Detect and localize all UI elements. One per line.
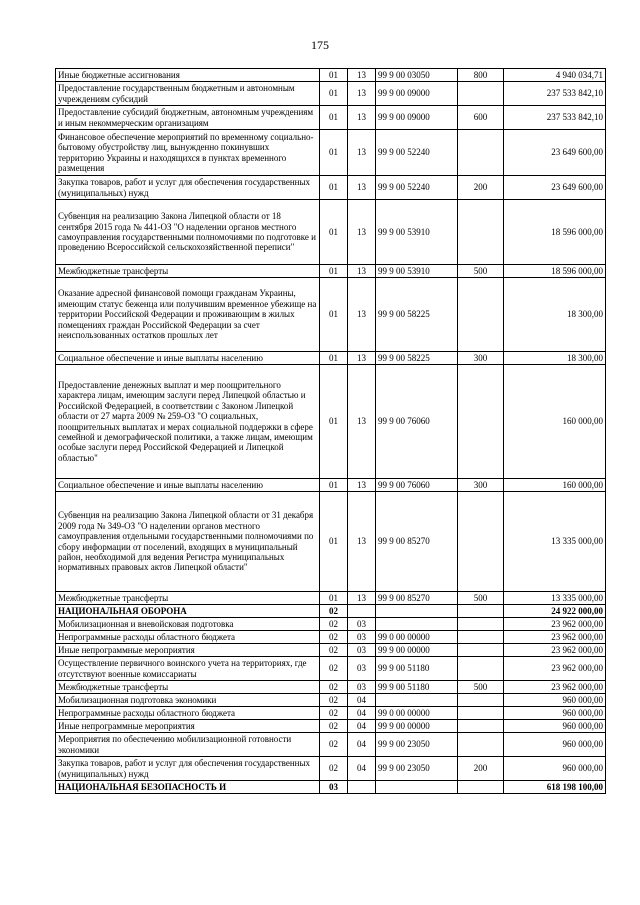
section-code-cell: 02 — [320, 733, 348, 757]
expense-name-cell: Предоставление государственным бюджетным и автономным учреждениям субсидий — [56, 82, 320, 106]
target-article-code-cell: 99 9 00 09000 — [376, 106, 458, 130]
target-article-code-cell — [376, 694, 458, 707]
expense-type-code-cell — [458, 631, 504, 644]
expense-name-cell: Закупка товаров, работ и услуг для обеспечения государственных (муниципальных) нужд — [56, 757, 320, 781]
target-article-code-cell: 99 0 00 00000 — [376, 707, 458, 720]
expense-type-code-cell: 600 — [458, 106, 504, 130]
expense-type-code-cell — [458, 694, 504, 707]
target-article-code-cell: 99 9 00 53910 — [376, 265, 458, 278]
amount-cell: 23 962 000,00 — [504, 631, 606, 644]
subsection-code-cell: 13 — [348, 479, 376, 492]
subsection-code-cell: 04 — [348, 733, 376, 757]
section-code-cell: 01 — [320, 265, 348, 278]
section-code-cell: 02 — [320, 720, 348, 733]
subsection-code-cell: 03 — [348, 644, 376, 657]
expense-name-cell: Непрограммные расходы областного бюджета — [56, 631, 320, 644]
amount-cell: 23 649 600,00 — [504, 176, 606, 200]
target-article-code-cell: 99 9 00 53910 — [376, 200, 458, 265]
expense-type-code-cell — [458, 781, 504, 794]
amount-cell: 23 962 000,00 — [504, 657, 606, 681]
amount-cell: 960 000,00 — [504, 707, 606, 720]
amount-cell: 13 335 000,00 — [504, 592, 606, 605]
target-article-code-cell: 99 9 00 00000 — [376, 644, 458, 657]
expense-type-code-cell — [458, 657, 504, 681]
expense-type-code-cell — [458, 492, 504, 592]
expense-name-cell: Социальное обеспечение и иные выплаты населению — [56, 352, 320, 365]
section-code-cell: 01 — [320, 106, 348, 130]
subsection-code-cell: 13 — [348, 265, 376, 278]
table-row — [56, 605, 606, 618]
amount-cell: 960 000,00 — [504, 720, 606, 733]
expense-name-cell: Социальное обеспечение и иные выплаты населению — [56, 479, 320, 492]
amount-cell: 618 198 100,00 — [504, 781, 606, 794]
expense-name-cell: Мобилизационная подготовка экономики — [56, 694, 320, 707]
target-article-code-cell: 99 9 00 85270 — [376, 492, 458, 592]
target-article-code-cell: 99 9 00 03050 — [376, 69, 458, 82]
amount-cell: 23 962 000,00 — [504, 618, 606, 631]
subsection-code-cell: 04 — [348, 757, 376, 781]
section-code-cell: 02 — [320, 618, 348, 631]
target-article-code-cell: 99 9 00 52240 — [376, 130, 458, 176]
section-code-cell: 02 — [320, 605, 348, 618]
table-row — [56, 69, 606, 82]
table-row — [56, 757, 606, 781]
target-article-code-cell — [376, 618, 458, 631]
section-code-cell: 01 — [320, 200, 348, 265]
section-code-cell: 01 — [320, 176, 348, 200]
subsection-code-cell: 13 — [348, 130, 376, 176]
target-article-code-cell: 99 9 00 51180 — [376, 657, 458, 681]
budget-table-body — [56, 69, 606, 794]
subsection-code-cell: 03 — [348, 657, 376, 681]
amount-cell: 18 596 000,00 — [504, 200, 606, 265]
expense-type-code-cell: 500 — [458, 681, 504, 694]
subsection-code-cell: 13 — [348, 82, 376, 106]
target-article-code-cell: 99 9 00 51180 — [376, 681, 458, 694]
table-row — [56, 707, 606, 720]
target-article-code-cell: 99 9 00 76060 — [376, 479, 458, 492]
section-code-cell: 02 — [320, 644, 348, 657]
amount-cell: 18 300,00 — [504, 278, 606, 352]
amount-cell: 160 000,00 — [504, 479, 606, 492]
amount-cell: 960 000,00 — [504, 757, 606, 781]
expense-type-code-cell — [458, 605, 504, 618]
table-row — [56, 720, 606, 733]
section-code-cell: 01 — [320, 69, 348, 82]
section-code-cell: 02 — [320, 707, 348, 720]
subsection-code-cell: 13 — [348, 352, 376, 365]
expense-name-cell: Закупка товаров, работ и услуг для обеспечения государственных (муниципальных) нужд — [56, 176, 320, 200]
table-row — [56, 681, 606, 694]
target-article-code-cell: 99 9 00 76060 — [376, 365, 458, 479]
target-article-code-cell: 99 9 00 23050 — [376, 733, 458, 757]
subsection-code-cell: 13 — [348, 200, 376, 265]
section-code-cell: 03 — [320, 781, 348, 794]
expense-type-code-cell — [458, 720, 504, 733]
subsection-code-cell — [348, 781, 376, 794]
subsection-code-cell: 13 — [348, 106, 376, 130]
subsection-code-cell: 04 — [348, 707, 376, 720]
table-row — [56, 781, 606, 794]
amount-cell: 960 000,00 — [504, 694, 606, 707]
section-code-cell: 02 — [320, 757, 348, 781]
expense-name-cell: Субвенция на реализацию Закона Липецкой области от 31 декабря 2009 года № 349-ОЗ "О наделении органов местного самоуправления отдельными государственными полномочиями по сбору информации от поселений, входящих в муниципальный район, необходимой для ведения Регистра муниципальных нормативных правовых актов Липецкой области" — [56, 492, 320, 592]
amount-cell: 23 649 600,00 — [504, 130, 606, 176]
table-row — [56, 265, 606, 278]
expense-name-cell: Иные бюджетные ассигнования — [56, 69, 320, 82]
table-row — [56, 176, 606, 200]
table-row — [56, 200, 606, 265]
expense-type-code-cell — [458, 130, 504, 176]
target-article-code-cell: 99 9 00 23050 — [376, 757, 458, 781]
section-code-cell: 01 — [320, 592, 348, 605]
table-row — [56, 694, 606, 707]
expense-name-cell: Межбюджетные трансферты — [56, 265, 320, 278]
expense-type-code-cell — [458, 365, 504, 479]
subsection-code-cell: 03 — [348, 618, 376, 631]
subsection-code-cell: 13 — [348, 278, 376, 352]
expense-name-cell: Мероприятия по обеспечению мобилизационной готовности экономики — [56, 733, 320, 757]
section-code-cell: 01 — [320, 492, 348, 592]
table-row — [56, 278, 606, 352]
expense-type-code-cell: 200 — [458, 176, 504, 200]
expense-type-code-cell — [458, 644, 504, 657]
page-number: 175 — [311, 38, 329, 52]
expense-name-cell: НАЦИОНАЛЬНАЯ ОБОРОНА — [56, 605, 320, 618]
amount-cell: 23 962 000,00 — [504, 644, 606, 657]
expense-name-cell: Предоставление субсидий бюджетным, автономным учреждениям и иным некоммерческим организациям — [56, 106, 320, 130]
expense-type-code-cell: 300 — [458, 352, 504, 365]
expense-name-cell: Предоставление денежных выплат и мер поощрительного характера лицам, имеющим заслуги перед Липецкой областью и Российской Федерацией, в соответствии с Законом Липецкой области от 27 марта 2009 № 259-ОЗ "О социальных, поощрительных выплатах и мерах социальной поддержки в сфере семейной и демографической политики, а также лицам, имеющим особые заслуги перед Российской Федерацией и Липецкой областью" — [56, 365, 320, 479]
amount-cell: 18 300,00 — [504, 352, 606, 365]
amount-cell: 23 962 000,00 — [504, 681, 606, 694]
subsection-code-cell: 04 — [348, 720, 376, 733]
target-article-code-cell: 99 0 00 00000 — [376, 631, 458, 644]
table-row — [56, 492, 606, 592]
expense-type-code-cell — [458, 707, 504, 720]
expense-name-cell: Субвенция на реализацию Закона Липецкой области от 18 сентября 2015 года № 441-ОЗ "О наделении органов местного самоуправления государственными полномочиями по подготовке и проведению Всероссийской сельскохозяйственной переписи" — [56, 200, 320, 265]
expense-name-cell: Межбюджетные трансферты — [56, 592, 320, 605]
subsection-code-cell: 13 — [348, 176, 376, 200]
table-row — [56, 631, 606, 644]
section-code-cell: 02 — [320, 694, 348, 707]
table-row — [56, 130, 606, 176]
expense-type-code-cell: 200 — [458, 757, 504, 781]
expense-name-cell: Иные непрограммные мероприятия — [56, 720, 320, 733]
expense-type-code-cell — [458, 200, 504, 265]
amount-cell: 4 940 034,71 — [504, 69, 606, 82]
table-row — [56, 733, 606, 757]
subsection-code-cell: 03 — [348, 681, 376, 694]
expense-name-cell: НАЦИОНАЛЬНАЯ БЕЗОПАСНОСТЬ И — [56, 781, 320, 794]
subsection-code-cell: 13 — [348, 492, 376, 592]
expense-type-code-cell — [458, 618, 504, 631]
section-code-cell: 01 — [320, 479, 348, 492]
expense-name-cell: Мобилизационная и вневойсковая подготовка — [56, 618, 320, 631]
target-article-code-cell — [376, 605, 458, 618]
amount-cell: 24 922 000,00 — [504, 605, 606, 618]
section-code-cell: 02 — [320, 631, 348, 644]
subsection-code-cell — [348, 605, 376, 618]
section-code-cell: 01 — [320, 82, 348, 106]
target-article-code-cell: 99 9 00 09000 — [376, 82, 458, 106]
table-row — [56, 644, 606, 657]
table-row — [56, 592, 606, 605]
table-row — [56, 618, 606, 631]
expense-type-code-cell: 500 — [458, 592, 504, 605]
expense-name-cell: Непрограммные расходы областного бюджета — [56, 707, 320, 720]
expense-type-code-cell — [458, 82, 504, 106]
section-code-cell: 01 — [320, 130, 348, 176]
subsection-code-cell: 04 — [348, 694, 376, 707]
amount-cell: 237 533 842,10 — [504, 82, 606, 106]
target-article-code-cell: 99 9 00 00000 — [376, 720, 458, 733]
section-code-cell: 02 — [320, 681, 348, 694]
expense-name-cell: Оказание адресной финансовой помощи гражданам Украины, имеющим статус беженца или получившим временное убежище на территории Российской Федерации и проживающим в жилых помещениях граждан Российской Федерации за счет неиспользованных остатков прошлых лет — [56, 278, 320, 352]
target-article-code-cell: 99 9 00 58225 — [376, 278, 458, 352]
expense-type-code-cell: 800 — [458, 69, 504, 82]
expense-type-code-cell: 300 — [458, 479, 504, 492]
expense-type-code-cell — [458, 278, 504, 352]
amount-cell: 237 533 842,10 — [504, 106, 606, 130]
section-code-cell: 02 — [320, 657, 348, 681]
subsection-code-cell: 13 — [348, 69, 376, 82]
subsection-code-cell: 03 — [348, 631, 376, 644]
amount-cell: 960 000,00 — [504, 733, 606, 757]
table-row — [56, 82, 606, 106]
budget-table — [55, 68, 606, 794]
amount-cell: 13 335 000,00 — [504, 492, 606, 592]
amount-cell: 18 596 000,00 — [504, 265, 606, 278]
subsection-code-cell: 13 — [348, 365, 376, 479]
section-code-cell: 01 — [320, 352, 348, 365]
table-row — [56, 479, 606, 492]
expense-name-cell: Межбюджетные трансферты — [56, 681, 320, 694]
target-article-code-cell — [376, 781, 458, 794]
expense-type-code-cell — [458, 733, 504, 757]
table-row — [56, 352, 606, 365]
subsection-code-cell: 13 — [348, 592, 376, 605]
target-article-code-cell: 99 9 00 58225 — [376, 352, 458, 365]
table-row — [56, 106, 606, 130]
expense-name-cell: Иные непрограммные мероприятия — [56, 644, 320, 657]
table-row — [56, 365, 606, 479]
target-article-code-cell: 99 9 00 85270 — [376, 592, 458, 605]
target-article-code-cell: 99 9 00 52240 — [376, 176, 458, 200]
section-code-cell: 01 — [320, 278, 348, 352]
amount-cell: 160 000,00 — [504, 365, 606, 479]
expense-type-code-cell: 500 — [458, 265, 504, 278]
section-code-cell: 01 — [320, 365, 348, 479]
table-row — [56, 657, 606, 681]
expense-name-cell: Финансовое обеспечение мероприятий по временному социально-бытовому обустройству лиц, вынужденно покинувших территорию Украины и находящихся в пунктах временного размещения — [56, 130, 320, 176]
expense-name-cell: Осуществление первичного воинского учета на территориях, где отсутствуют военные комиссариаты — [56, 657, 320, 681]
